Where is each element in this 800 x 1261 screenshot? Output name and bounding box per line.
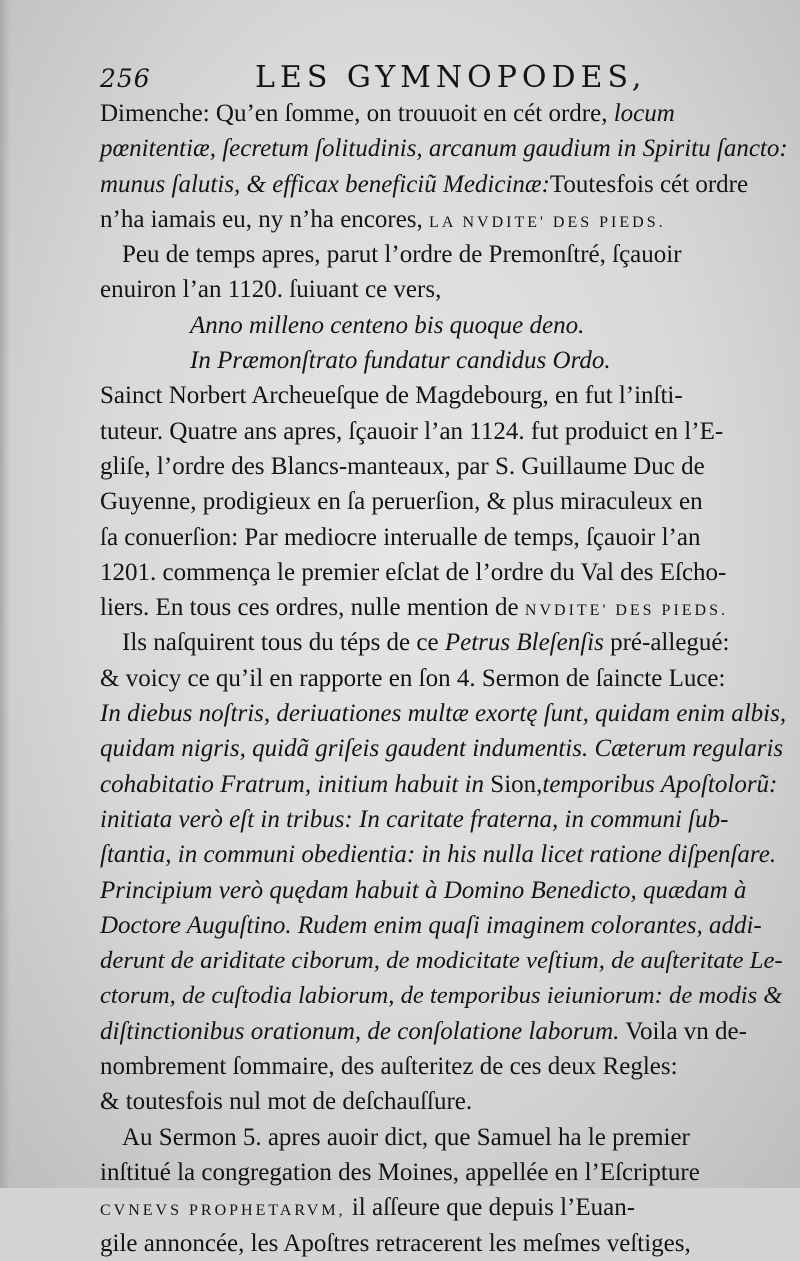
- paragraph-start-line: Au Sermon 5. apres auoir dict, que Samuel ha le premier: [122, 1123, 690, 1151]
- text-line: liers. En tous ces ordres, nulle mention de NVDITE' DES PIEDS.: [100, 594, 729, 622]
- latin-quote-line: initiata verò eſt in tribus: In caritate fraterna, in communi ſub-: [100, 805, 729, 833]
- page-number: 256: [100, 64, 151, 93]
- latin-quote-line: ſtantia, in communi obedientia: in his nulla licet ratione diſpenſare.: [100, 841, 777, 869]
- latin-quote-line: In diebus noſtris, deriuationes multæ exortę ſunt, quidam enim albis,: [100, 700, 787, 728]
- text-line: gile annoncée, les Apoſtres retracerent les meſmes veſtiges,: [100, 1229, 691, 1257]
- verse-line: In Præmonſtrato fundatur candidus Ordo.: [190, 347, 611, 375]
- latin-quote-line: cohabitatio Fratrum, initium habuit in Sion,temporibus Apoſtolorũ:: [100, 770, 778, 798]
- latin-quote-line: Principium verò quędam habuit à Domino Benedicto, quædam à: [100, 876, 747, 904]
- text-line: 1201. commença le premier eſclat de l’ordre du Val des Eſcho-: [100, 558, 727, 586]
- text-line: munus ſalutis, & efficax beneficiũ Medicinæ:Toutesfois cét ordre: [100, 170, 749, 198]
- body-text: [100, 96, 790, 1261]
- running-title: LES GYMNOPODES,: [255, 60, 647, 95]
- text-line: & voicy ce qu’il en rapporte en ſon 4. Sermon de ſaincte Luce:: [100, 664, 726, 692]
- latin-quote-line: derunt de ariditate ciborum, de modicitate veſtium, de auſteritate Le-: [100, 947, 783, 975]
- text-line: Sainct Norbert Archeueſque de Magdebourg, en fut l’inſti-: [100, 382, 683, 410]
- text-line: Dimenche: Qu’en ſomme, on trouuoit en cét ordre, locum: [100, 100, 675, 127]
- page-header: [100, 58, 700, 98]
- text-line: gliſe, l’ordre des Blancs-manteaux, par S. Guillaume Duc de: [100, 452, 705, 480]
- text-line: CVNEVS PROPHETARVM, il aſſeure que depuis l’Euan-: [100, 1194, 636, 1222]
- text-line: Guyenne, prodigieux en ſa peruerſion, & plus miraculeux en: [100, 488, 703, 516]
- text-line: enuiron l’an 1120. ſuiuant ce vers,: [100, 276, 442, 304]
- paragraph-start-line: Peu de temps apres, parut l’ordre de Premonſtré, ſçauoir: [122, 241, 682, 269]
- paragraph-start-line: Ils naſquirent tous du téps de ce Petrus Bleſenſis pré-allegué:: [122, 629, 730, 657]
- text-line: inſtitué la congregation des Moines, appellée en l’Eſcripture: [100, 1158, 700, 1186]
- page-edge-shadow: [0, 0, 10, 1188]
- latin-quote-line: ctorum, de cuſtodia labiorum, de temporibus ieiuniorum: de modis &: [100, 982, 783, 1010]
- text-line: tuteur. Quatre ans apres, ſçauoir l’an 1124. fut produict en l’E-: [100, 417, 724, 445]
- text-line: ſa conuerſion: Par mediocre interualle de temps, ſçauoir l’an: [100, 523, 701, 551]
- text-line: n’ha iamais eu, ny n’ha encores, LA NVDITE' DES PIEDS.: [100, 205, 666, 233]
- text-line: & toutesfois nul mot de deſchauſſure.: [100, 1088, 473, 1116]
- text-line: pœnitentiæ, ſecretum ſolitudinis, arcanum gaudium in Spiritu ſancto:: [100, 135, 788, 163]
- verse-line: Anno milleno centeno bis quoque deno.: [190, 311, 585, 339]
- latin-quote-line: Doctore Auguſtino. Rudem enim quaſi imaginem colorantes, addi-: [100, 911, 762, 939]
- text-line: diſtinctionibus orationum, de conſolatione laborum. Voila vn de-: [100, 1017, 747, 1045]
- latin-quote-line: quidam nigris, quidã griſeis gaudent indumentis. Cæterum regularis: [100, 735, 784, 763]
- text-line: nombrement ſommaire, des auſteritez de ces deux Regles:: [100, 1053, 678, 1081]
